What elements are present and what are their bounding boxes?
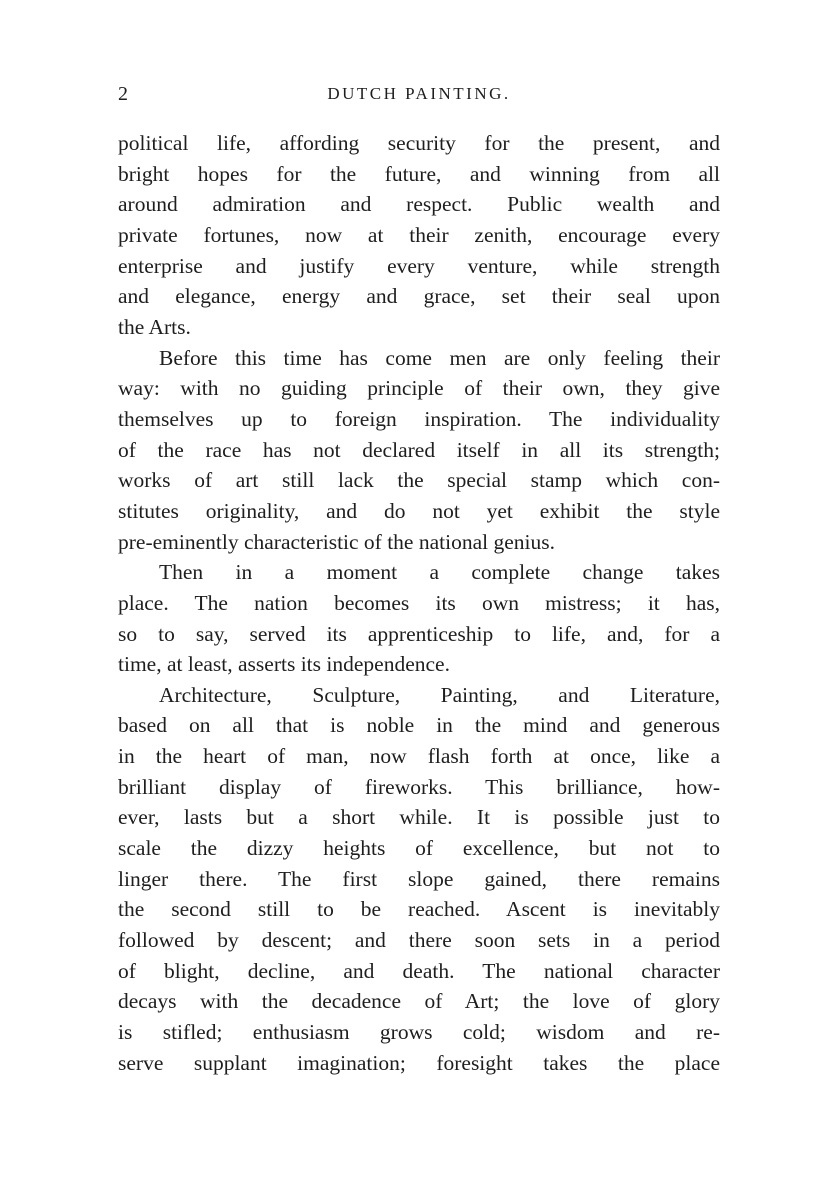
text-line: bright hopes for the future, and winning from all: [118, 161, 720, 186]
text-line: so to say, served its apprenticeship to life, and, for a: [118, 621, 720, 646]
text-line: works of art still lack the special stamp which con-: [118, 468, 720, 493]
body-text: [118, 128, 720, 1078]
text-line: enterprise and justify every venture, while strength: [118, 253, 720, 278]
text-line: in the heart of man, now flash forth at once, like a: [118, 744, 720, 769]
paragraph-start-line: Before this time has come men are only feeling their: [159, 345, 720, 370]
paragraph-start-line: Architecture, Sculpture, Painting, and Literature,: [159, 682, 720, 707]
text-line: based on all that is noble in the mind and generous: [118, 713, 720, 738]
text-line: and elegance, energy and grace, set their seal upon: [118, 284, 720, 309]
text-line: brilliant display of fireworks. This brilliance, how-: [118, 774, 720, 799]
text-line: ever, lasts but a short while. It is possible just to: [118, 805, 720, 830]
text-line: private fortunes, now at their zenith, encourage every: [118, 222, 720, 247]
text-line: the Arts.: [118, 314, 191, 339]
text-line: scale the dizzy heights of excellence, but not to: [118, 836, 720, 861]
text-line: pre-eminently characteristic of the national genius.: [118, 529, 555, 554]
text-line: serve supplant imagination; foresight takes the place: [118, 1050, 720, 1075]
text-line: followed by descent; and there soon sets in a period: [118, 928, 720, 953]
text-line: way: with no guiding principle of their own, they give: [118, 376, 720, 401]
text-line: time, at least, asserts its independence.: [118, 652, 450, 677]
text-line: of blight, decline, and death. The national character: [118, 958, 720, 983]
text-line: stitutes originality, and do not yet exhibit the style: [118, 498, 720, 523]
text-line: decays with the decadence of Art; the love of glory: [118, 989, 720, 1014]
text-line: place. The nation becomes its own mistress; it has,: [118, 590, 720, 615]
text-line: around admiration and respect. Public wealth and: [118, 192, 720, 217]
page-number: 2: [118, 83, 128, 105]
text-line: of the race has not declared itself in all its strength;: [118, 437, 720, 462]
text-line: the second still to be reached. Ascent is inevitably: [118, 897, 720, 922]
text-line: political life, affording security for the present, and: [118, 131, 720, 155]
text-line: is stifled; enthusiasm grows cold; wisdom and re-: [118, 1020, 720, 1045]
running-head: DUTCH PAINTING.: [327, 84, 511, 103]
text-line: linger there. The first slope gained, there remains: [118, 866, 720, 891]
text-line: themselves up to foreign inspiration. The individuality: [118, 406, 720, 431]
paragraph-start-line: Then in a moment a complete change takes: [159, 560, 720, 585]
page-header: [118, 80, 720, 108]
